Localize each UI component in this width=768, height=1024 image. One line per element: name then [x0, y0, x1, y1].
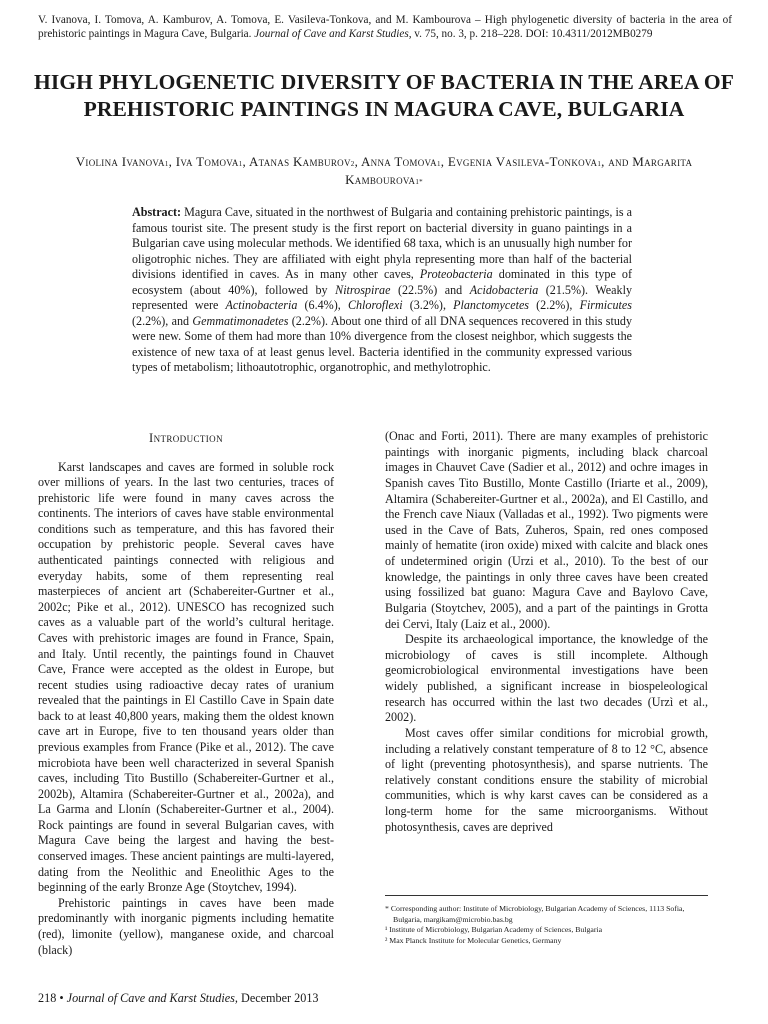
- page-number: 218: [38, 991, 57, 1005]
- author-affiliation: 1: [164, 160, 169, 168]
- article-title: HIGH PHYLOGENETIC DIVERSITY OF BACTERIA IN THE AREA OF PREHISTORIC PAINTINGS IN MAGURA CAVE, BULGARIA: [34, 70, 734, 121]
- author-affiliation: 1*: [415, 177, 423, 186]
- author-name: Margarita Kambourova: [345, 154, 693, 187]
- abstract-text: (3.2%),: [402, 298, 454, 313]
- footer-bullet: •: [56, 991, 67, 1005]
- right-column: [385, 429, 708, 835]
- author-affiliation: 1: [238, 160, 243, 168]
- abstract-text: (2.2%),: [529, 298, 580, 313]
- body-paragraph: Most caves offer similar conditions for microbial growth, including a relatively constant temperature of 8 to 12 °C, absence of light (preventing photosynthesis), and sparse nutrients. The relatively constant conditions ensure the stability of microbial communities, which is why karst caves can be considered as a long-term home for the same microorganisms. Without photosynthesis, caves are deprived: [385, 725, 708, 834]
- abstract-text: (21.5%). Weakly represented were: [132, 282, 632, 313]
- author-name: Violina Ivanova: [75, 154, 165, 169]
- taxon-name: Actinobacteria: [225, 298, 298, 313]
- taxon-name: Acidobacteria: [469, 282, 539, 297]
- abstract-text: (6.4%),: [297, 298, 348, 313]
- footer-journal: Journal of Cave and Karst Studies,: [66, 991, 238, 1005]
- body-paragraph: Karst landscapes and caves are formed in soluble rock over millions of years. In the last two centuries, traces of prehistoric life were found in many caves across the continents. The interiors of caves have stable environmental conditions such as temperature, and this has favored their occupation by prehistoric people. Several caves have authenticated paintings connected with religious and everyday habits, some of them representing real masterpieces of ancient art (Schabereiter-Gurtner et al., 2002c; Pike et al., 2012). UNESCO has recognized such caves as a valuable part of the world’s cultural heritage. Caves with prehistoric images are found in France, Spain, and Italy. Until recently, the paintings found in Chauvet Cave, France were accepted as the oldest in Europe, but recent studies using radioactive decay rates of uranium revealed that the paintings in El Castillo Cave in Spain date back to at least 40,800 years, making them the oldest known cave art in Europe, five to ten thousand years older than previous examples from France (Pike et al., 2012). The cave microbiota have been well characterized in several Spanish caves, including Tito Bustillo (Schabereiter-Gurtner et al., 2002b), Altamira (Schabereiter-Gurtner et al., 2002a), and La Garma and Llonín (Schabereiter-Gurtner et al., 2004). Rock paintings are found in several Bulgarian caves, with Magura Cave being the largest and having the best-conserved images. These ancient paintings are multi-layered, dating from the Neolithic and Eneolithic Ages to the beginning of the early Bronze Age (Stoytchev, 1994).: [38, 459, 334, 895]
- author-name: Evgenia Vasileva-Tonkova: [447, 154, 598, 169]
- body-paragraph: (Onac and Forti, 2011). There are many examples of prehistoric paintings with inorganic pigments, including black charcoal images in Chauvet Cave (Sadier et al., 2012) and ochre images in Spanish caves Tito Bustillo, Monte Castillo (Iriarte et al., 2009), Altamira (Schabereiter-Gurtner et al., 2002a), and El Castillo, and the French cave Niaux (Valladas et al., 1992). Two pigments were used in the Cave of Bats, Zuheros, Spain, red ones composed mainly of hematite (iron oxide) mixed with calcite and black ones of undetermined origin (Urzi et al., 2010). To the best of our knowledge, the paintings in only three caves have been created using fossilized bat guano: Magura Cave and Baylovo Cave, Bulgaria (Stoytchev, 2005), and a part of the paintings in Grotta dei Cervi, Italy (Laiz et al., 2000).: [385, 429, 708, 631]
- author-separator: ,: [354, 154, 361, 169]
- abstract-text: Magura Cave, situated in the northwest of Bulgaria and containing prehistoric paintings, is a famous tourist site. The present study is the first report on bacterial diversity in guano paintings in a Bulgarian cave using molecular methods. We identified 68 taxa, which is an unusually high number for oligotrophic niches. They are affiliated with eight phyla representing more than half of the bacterial divisions identified in caves. As in many other caves,: [132, 205, 632, 282]
- taxon-name: Gemmatimonadetes: [192, 313, 289, 328]
- taxon-name: Proteobacteria: [419, 267, 493, 282]
- running-head-authors: V. Ivanova, I. Tomova, A. Kamburov, A. Tomova, E. Vasileva-Tonkova, and M. Kambourova – High phylogenetic diversity of bacteria in the area of prehistoric paintings in Magura Cave, Bulgaria.: [38, 14, 732, 41]
- abstract: [132, 205, 632, 376]
- body-paragraph: Despite its archaeological importance, the knowledge of the microbiology of caves is still incomplete. Although geomicrobiological environmental investigations have been widely published, a significant increase in biospeleological research has occurred within the last two decades (Urzì et al., 2002).: [385, 632, 708, 725]
- author-separator: ,: [168, 154, 176, 169]
- author-affiliation: 2: [350, 160, 355, 168]
- author-affiliation: 1: [436, 160, 441, 168]
- footnote: ² Max Planck Institute for Molecular Genetics, Germany: [385, 935, 562, 945]
- abstract-text: dominated in this type of ecosystem (about 40%), followed by: [132, 267, 632, 297]
- taxon-name: Nitrospirae: [335, 282, 391, 297]
- author-separator: ,: [440, 154, 448, 169]
- taxon-name: Chloroflexi: [347, 298, 403, 313]
- running-head-citation: v. 75, no. 3, p. 218–228. DOI: 10.4311/2012MB0279: [414, 28, 653, 41]
- section-heading-introduction: Introduction: [149, 431, 223, 445]
- footnote-divider: [385, 895, 708, 896]
- author-name: Atanas Kamburov: [248, 154, 351, 169]
- running-head-journal: Journal of Cave and Karst Studies,: [254, 28, 412, 41]
- body-paragraph: Prehistoric paintings in caves have been made predominantly with inorganic pigments including hematite (red), limonite (yellow), manganese oxide, and charcoal (black): [38, 895, 334, 957]
- left-column: [38, 428, 334, 958]
- page-footer: [38, 991, 438, 1006]
- author-separator: ,: [242, 154, 249, 169]
- author-separator: , and: [601, 154, 633, 169]
- abstract-text: (22.5%) and: [390, 282, 470, 297]
- author-name: Anna Tomova: [360, 154, 437, 169]
- taxon-name: Planctomycetes: [453, 298, 530, 313]
- running-head: [38, 13, 732, 41]
- taxon-name: Firmicutes: [579, 298, 632, 313]
- footnote: ¹ Institute of Microbiology, Bulgarian Academy of Sciences, Bulgaria: [385, 925, 603, 935]
- author-name: Iva Tomova: [175, 154, 239, 169]
- footnote: * Corresponding author: Institute of Microbiology, Bulgarian Academy of Sciences, 1113 Sofia, Bulgaria, margikam@microbio.bas.bg: [385, 904, 685, 924]
- abstract-text: (2.2%), and: [132, 313, 193, 328]
- footnotes: [385, 904, 715, 946]
- abstract-text: (2.2%). About one third of all DNA sequences recovered in this study were new. Some of them had more than 10% divergence from the closest neighbor, which suggests the existence of new taxa of at least genus level. Bacteria identified in the community expressed various types of metabolism; lithoautotrophic, organotrophic, and methylotrophic.: [132, 313, 632, 375]
- author-list: [38, 153, 730, 188]
- footer-date: December 2013: [237, 991, 319, 1005]
- author-affiliation: 1: [597, 160, 602, 168]
- abstract-label: Abstract:: [132, 205, 182, 219]
